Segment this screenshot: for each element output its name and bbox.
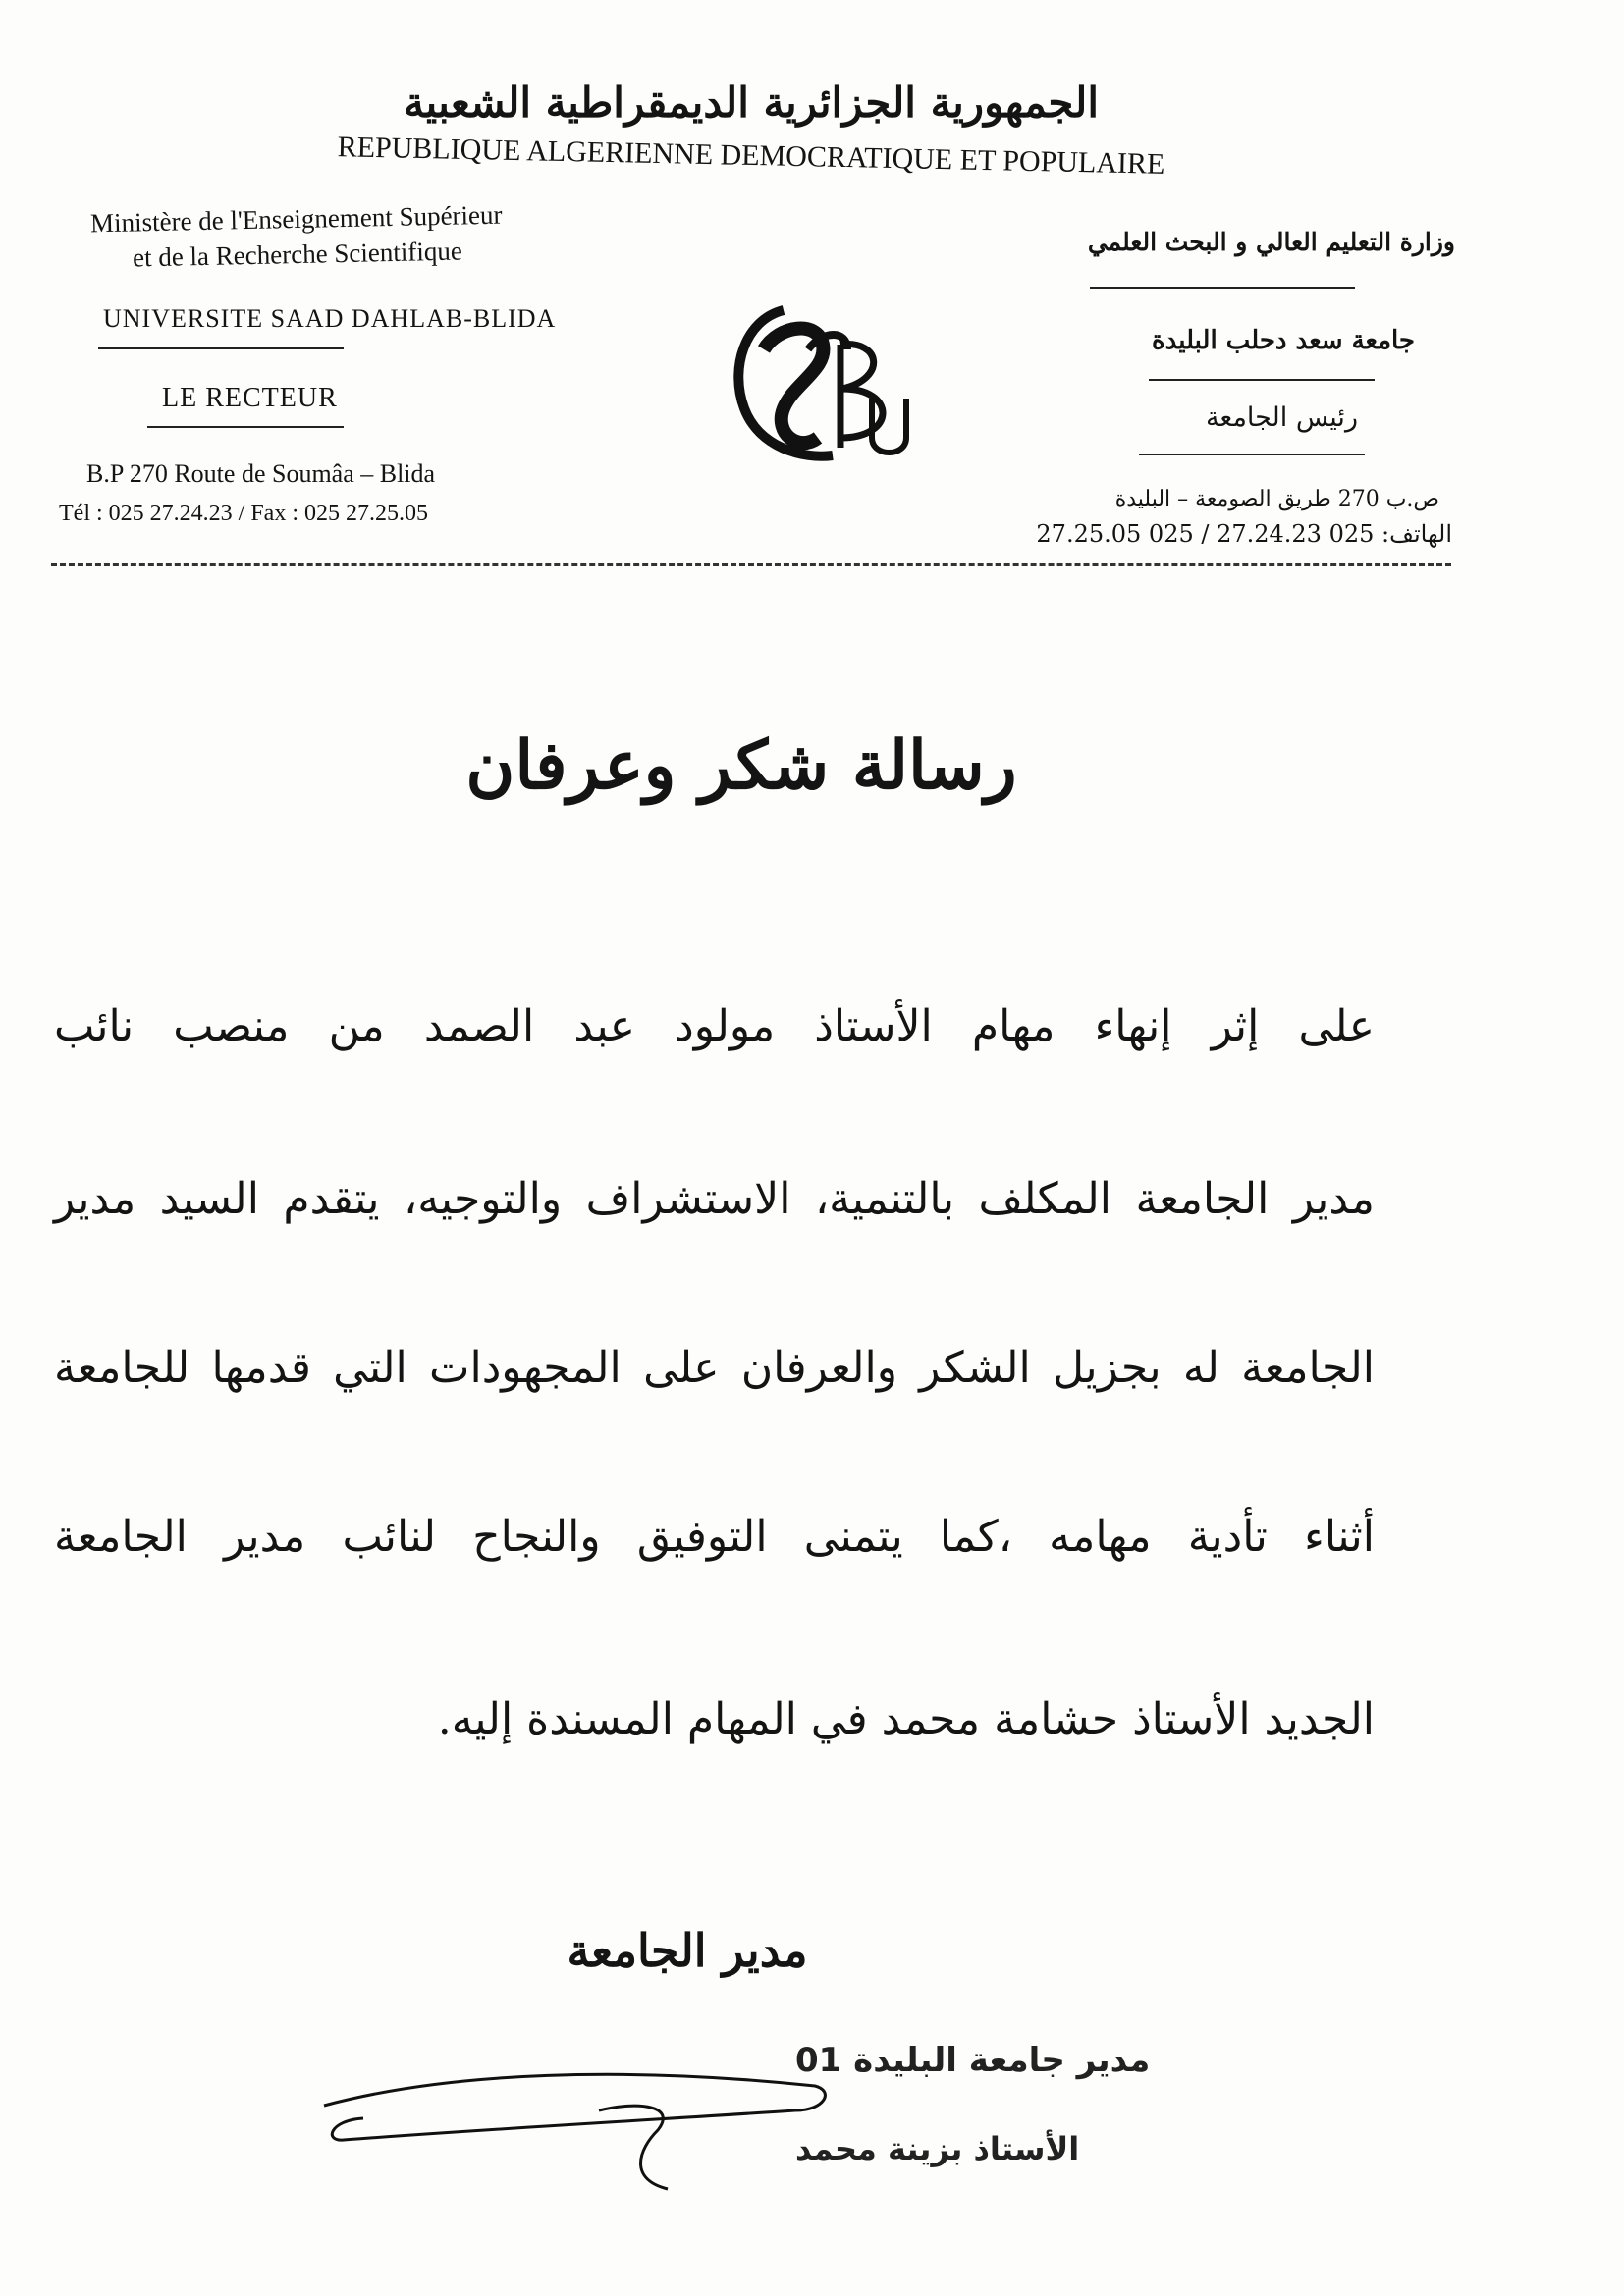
letter-title: رسالة شكر وعرفان [465,726,1017,805]
phone-ar: الهاتف: 025 27.24.23 / 025 27.25.05 [1036,520,1452,548]
address-fr: B.P 270 Route de Soumâa – Blida [86,459,436,488]
university-logo-icon [725,291,927,467]
republic-title-ar: الجمهورية الجزائرية الديمقراطية الشعبية [403,79,1099,127]
signatory-title: مدير الجامعة [567,1924,808,1977]
divider [1139,454,1365,455]
letter-line-2: مدير الجامعة المكلف بالتنمية، الاستشراف والتوجيه، يتقدم السيد مدير [54,1174,1375,1224]
divider [1149,379,1375,381]
letter-line-5: الجديد الأستاذ حشامة محمد في المهام المسندة إليه. [437,1694,1375,1744]
ministry-fr-line2: et de la Recherche Scientifique [132,236,463,273]
letter-line-1: على إثر إنهاء مهام الأستاذ مولود عبد الصمد من منصب نائب [54,1001,1375,1051]
letter-line-3: الجامعة له بجزيل الشكر والعرفان على المجهودات التي قدمها للجامعة [54,1343,1375,1393]
university-name-ar: جامعة سعد دحلب البليدة [1151,326,1415,355]
ministry-fr-line1: Ministère de l'Enseignement Supérieur [89,199,503,239]
stamp-line-2: الأستاذ بزينة محمد [795,2130,1080,2167]
letter-line-4: أثناء تأدية مهامه ،كما يتمنى التوفيق والنجاح لنائب مدير الجامعة [54,1512,1375,1562]
university-name-fr: UNIVERSITE SAAD DAHLAB-BLIDA [103,304,557,333]
phone-fr: Tél : 025 27.24.23 / Fax : 025 27.25.05 [59,501,428,526]
divider [147,426,344,428]
divider [1090,287,1355,289]
signature-stamp [304,2012,1151,2209]
ministry-ar: وزارة التعليم العالي و البحث العلمي [1087,228,1455,256]
rector-title-fr: LE RECTEUR [162,383,338,413]
stamp-line-1: مدير جامعة البليدة 01 [795,2041,1151,2080]
rector-title-ar: رئيس الجامعة [1205,402,1358,433]
republic-title-fr: REPUBLIQUE ALGERIENNE DEMOCRATIQUE ET POPULAIRE [337,131,1165,181]
header-separator [51,563,1451,566]
address-ar: ص.ب 270 طريق الصومعة – البليدة [1114,487,1439,511]
divider [98,347,344,349]
